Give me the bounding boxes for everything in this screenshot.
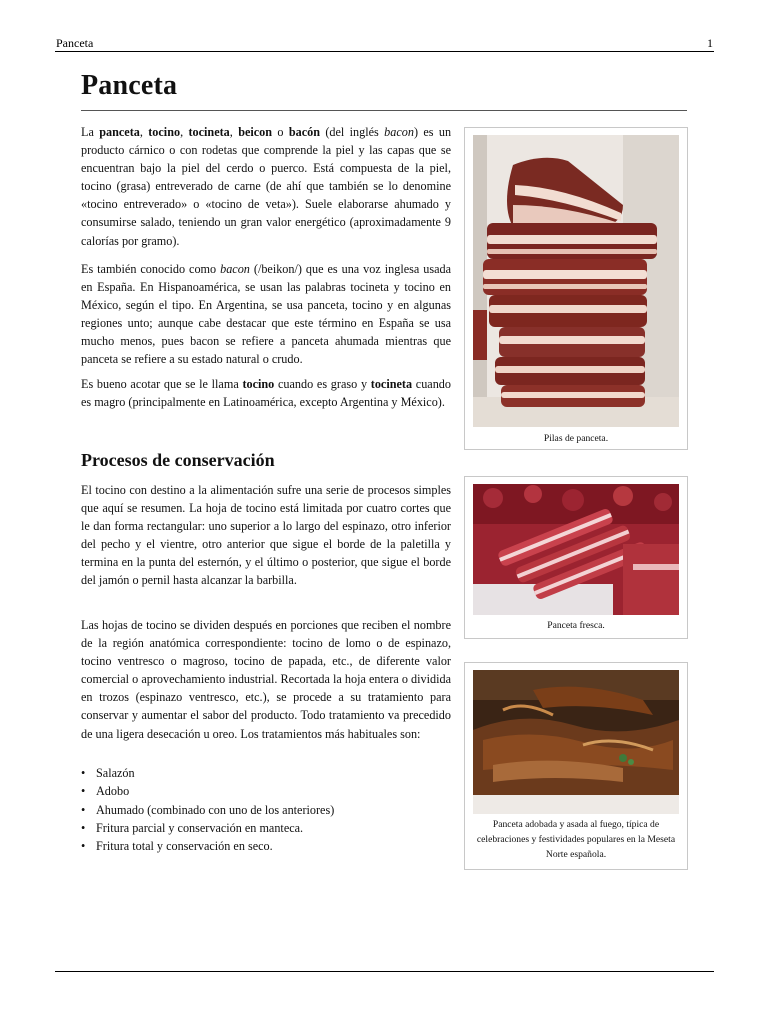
- text-run: ,: [229, 125, 239, 139]
- title-underline: [81, 110, 687, 111]
- text-run: Es bueno acotar que se le llama: [81, 377, 243, 391]
- header-rule: [55, 51, 714, 52]
- bullet: •: [81, 802, 86, 817]
- list-item: [81, 801, 451, 819]
- text-run: cuando es graso y: [274, 377, 371, 391]
- term-tocineta-bold: tocineta: [370, 377, 413, 391]
- section-paragraph-1: [81, 481, 451, 590]
- paragraph-text: El tocino con destino a la alimentación sufre una serie de procesos simples que aquí se resumen. La hoja de tocino está limitada por cuatro cortes que le dan forma rectangular: uno superior a lo largo del espinazo, otro inferior del pecho y el vientre, otro anterior que sigue el borde de la paletilla y termina en la punta del esternón, y el último o posterior, que sigue el borde del jamón o pernil hasta alcanzar la barbilla.: [81, 483, 451, 588]
- figure-stacked-panceta: [464, 127, 688, 450]
- term-bacon-english: bacon: [384, 125, 414, 139]
- photo-stacked-panceta: [473, 135, 679, 427]
- text-run: cuando es magro (principalmente en Latinoamérica, excepto Argentina y México).: [81, 377, 451, 410]
- intro-paragraph-2: [81, 260, 451, 369]
- bullet: •: [81, 784, 86, 799]
- list-item: [81, 837, 451, 855]
- article-title: Panceta: [81, 70, 178, 101]
- term-bacon-italic: bacon: [220, 262, 250, 276]
- section-paragraph-2: [81, 616, 451, 743]
- text-run: (del inglés: [320, 125, 385, 139]
- term-beicon: beicon: [238, 125, 273, 139]
- figure-caption: Panceta fresca.: [547, 620, 605, 631]
- figure-caption: Pilas de panceta.: [543, 433, 609, 444]
- term-bacon: bacón: [288, 125, 321, 139]
- text-run: (/beikon/) que es una voz inglesa usada en España. En Hispanoamérica, se usan las palabras tocineta y tocino en México, según el tipo. En Argentina, se usa panceta, tocino y en algunas regiones unto; aunque cabe destacar que este término en España se usa mucho menos, pues bacon se refiere a panceta ahumada mientras que panceta se refiere a su estado natural o crudo.: [81, 262, 452, 367]
- footer-rule: [55, 971, 714, 972]
- page-number: 1: [707, 36, 713, 50]
- bullet: •: [81, 839, 86, 854]
- list-item-text: Adobo: [96, 784, 130, 799]
- term-tocino: tocino: [148, 125, 181, 139]
- running-header: [56, 36, 713, 51]
- figure-fresh-panceta: [464, 476, 688, 639]
- section-heading: Procesos de conservación: [81, 450, 275, 470]
- intro-paragraph-3: [81, 375, 451, 411]
- list-item: [81, 782, 451, 800]
- photo-fresh-panceta: [473, 484, 679, 615]
- list-item: [81, 819, 451, 837]
- list-item-text: Ahumado (combinado con uno de los anteriores): [96, 802, 335, 817]
- figure-grilled-panceta: [464, 662, 688, 870]
- text-run: ) es un producto cárnico o con rodetas que comprende la piel y las capas que se encuentran bajo la piel del cerdo o puerco. Está compuesta de la piel, tocino (grasa) entreverado de carne (de ahí que también se lo denomine «tocino entreverado» o «tocino de veta»). Suele elaborarse ahumado y consumirse salado, teniendo un gran valor energético (aproximadamente 9 calorías por gramo).: [81, 125, 452, 248]
- figure-caption: Panceta adobada y asada al fuego, típica de celebraciones y festividades populares en la Meseta Norte española.: [476, 819, 676, 860]
- bullet: •: [81, 820, 86, 835]
- text-run: ,: [139, 125, 149, 139]
- text-run: ,: [180, 125, 189, 139]
- bullet: •: [81, 766, 86, 780]
- list-item-text: Fritura parcial y conservación en manteca.: [96, 820, 304, 835]
- treatment-list: [81, 764, 451, 855]
- paragraph-text: Las hojas de tocino se dividen después en porciones que reciben el nombre de la región anatómica correspondiente: tocino de lomo o de espinazo, tocino ventresco o magroso, tocino de papada, etc., de diferente valor comercial o aprovechamiento industrial. Recortada la hoja entera o dividida en trozos (espinazo ventresco, etc.), se procede a su tratamiento para conservar y aumentar el sabor del producto. Todo tratamiento va precedido de una ligera desecación u oreo. Los tratamientos más habituales son:: [81, 618, 451, 741]
- text-run: Es también conocido como: [81, 262, 221, 276]
- photo-grilled-panceta: [473, 670, 679, 814]
- running-title: Panceta: [56, 36, 94, 50]
- text-run: o: [272, 125, 289, 139]
- list-item: [81, 764, 451, 782]
- text-run: La: [81, 125, 100, 139]
- list-item-text: Fritura total y conservación en seco.: [96, 839, 273, 854]
- list-item-text: Salazón: [96, 766, 135, 780]
- term-tocineta: tocineta: [188, 125, 230, 139]
- term-tocino-bold: tocino: [242, 377, 275, 391]
- intro-paragraph-1: [81, 123, 451, 250]
- term-panceta: panceta: [99, 125, 140, 139]
